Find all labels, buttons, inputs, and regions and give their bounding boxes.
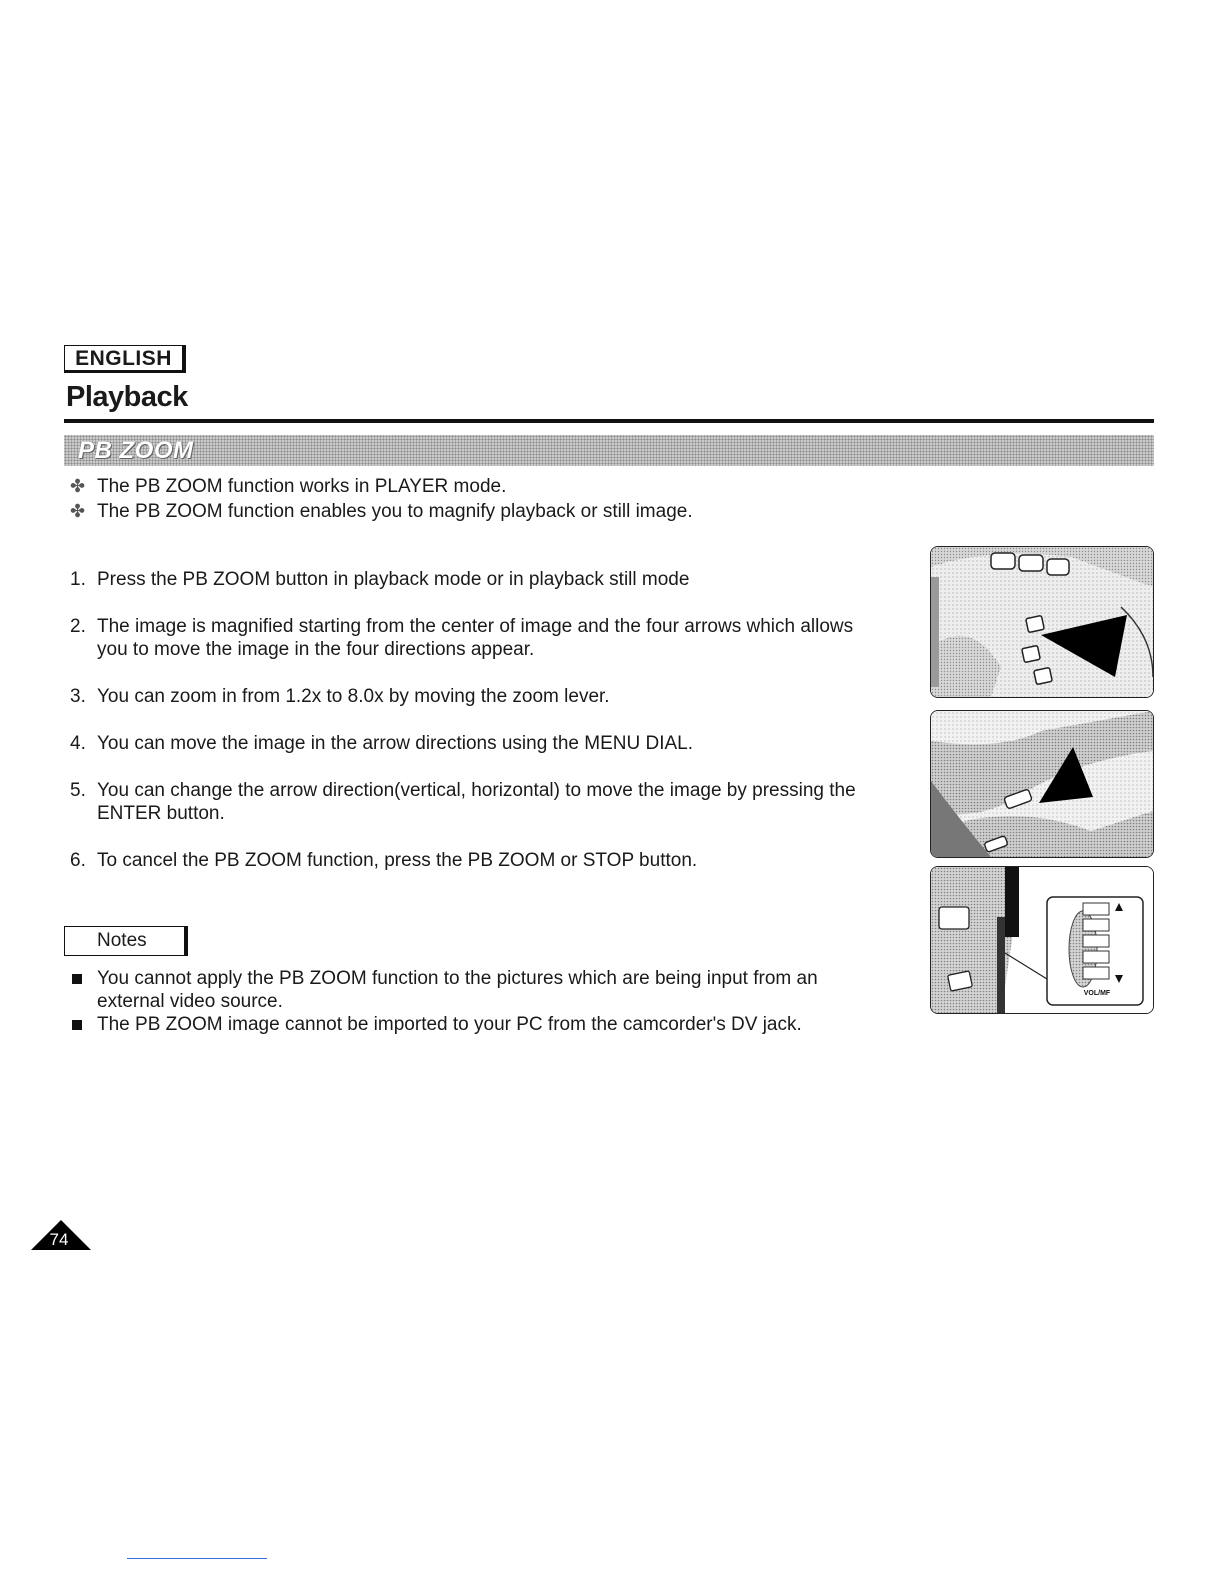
note-text: You cannot apply the PB ZOOM function to the pictures which are being input from an external video source. (97, 968, 818, 1012)
step-text: You can change the arrow direction(vertical, horizontal) to move the image by pressing the ENTER button. (97, 780, 856, 824)
step-item (70, 779, 880, 825)
page-number-text: 74 (49, 1230, 69, 1249)
title-rule (64, 419, 1154, 423)
intro-text: The PB ZOOM function works in PLAYER mode. (97, 476, 507, 497)
language-badge: ENGLISH (64, 345, 186, 373)
note-item (70, 967, 830, 1013)
vol-mf-label: VOL/MF (1083, 990, 1111, 997)
intro-text: The PB ZOOM function enables you to magnify playback or still image. (97, 501, 693, 522)
step-number: 5. (70, 780, 86, 801)
step-item (70, 568, 880, 591)
camcorder-side-illustration (931, 711, 1153, 857)
step-number: 3. (70, 686, 86, 707)
step-text: You can move the image in the arrow directions using the MENU DIAL. (97, 733, 693, 754)
black-square-bullet-icon (72, 974, 82, 984)
notes-label: Notes (64, 926, 188, 956)
step-item (70, 732, 880, 755)
figure-camcorder-side (930, 710, 1154, 858)
note-text: The PB ZOOM image cannot be imported to your PC from the camcorder's DV jack. (97, 1014, 802, 1035)
four-petal-bullet-icon: ✤ (70, 476, 86, 496)
step-text: The image is magnified starting from the center of image and the four arrows which allows you to move the image in the four directions appear. (97, 616, 854, 660)
step-text: To cancel the PB ZOOM function, press the PB ZOOM or STOP button. (97, 850, 698, 871)
step-item (70, 849, 880, 872)
intro-item (70, 499, 693, 524)
camcorder-buttons-illustration (931, 547, 1153, 697)
section-band (64, 435, 1154, 466)
step-text: You can zoom in from 1.2x to 8.0x by moving the zoom lever. (97, 686, 610, 707)
notes-list (70, 967, 830, 1036)
intro-list (70, 474, 693, 524)
step-item (70, 685, 880, 708)
figure-menu-dial (930, 866, 1154, 1014)
step-number: 1. (70, 569, 86, 590)
step-number: 4. (70, 733, 86, 754)
step-text: Press the PB ZOOM button in playback mode or in playback still mode (97, 569, 690, 590)
section-title: PB ZOOM (78, 437, 194, 464)
page-number (29, 1219, 93, 1251)
figure-pb-zoom-button (930, 546, 1154, 698)
steps-list (70, 568, 880, 896)
bottom-line (127, 1558, 267, 1559)
step-item (70, 615, 880, 661)
menu-dial-illustration (931, 867, 1153, 1013)
step-number: 6. (70, 850, 86, 871)
intro-item (70, 474, 693, 499)
four-petal-bullet-icon: ✤ (70, 501, 86, 521)
page-title: Playback (66, 381, 188, 413)
black-square-bullet-icon (72, 1020, 82, 1030)
note-item (70, 1013, 830, 1036)
step-number: 2. (70, 616, 86, 637)
